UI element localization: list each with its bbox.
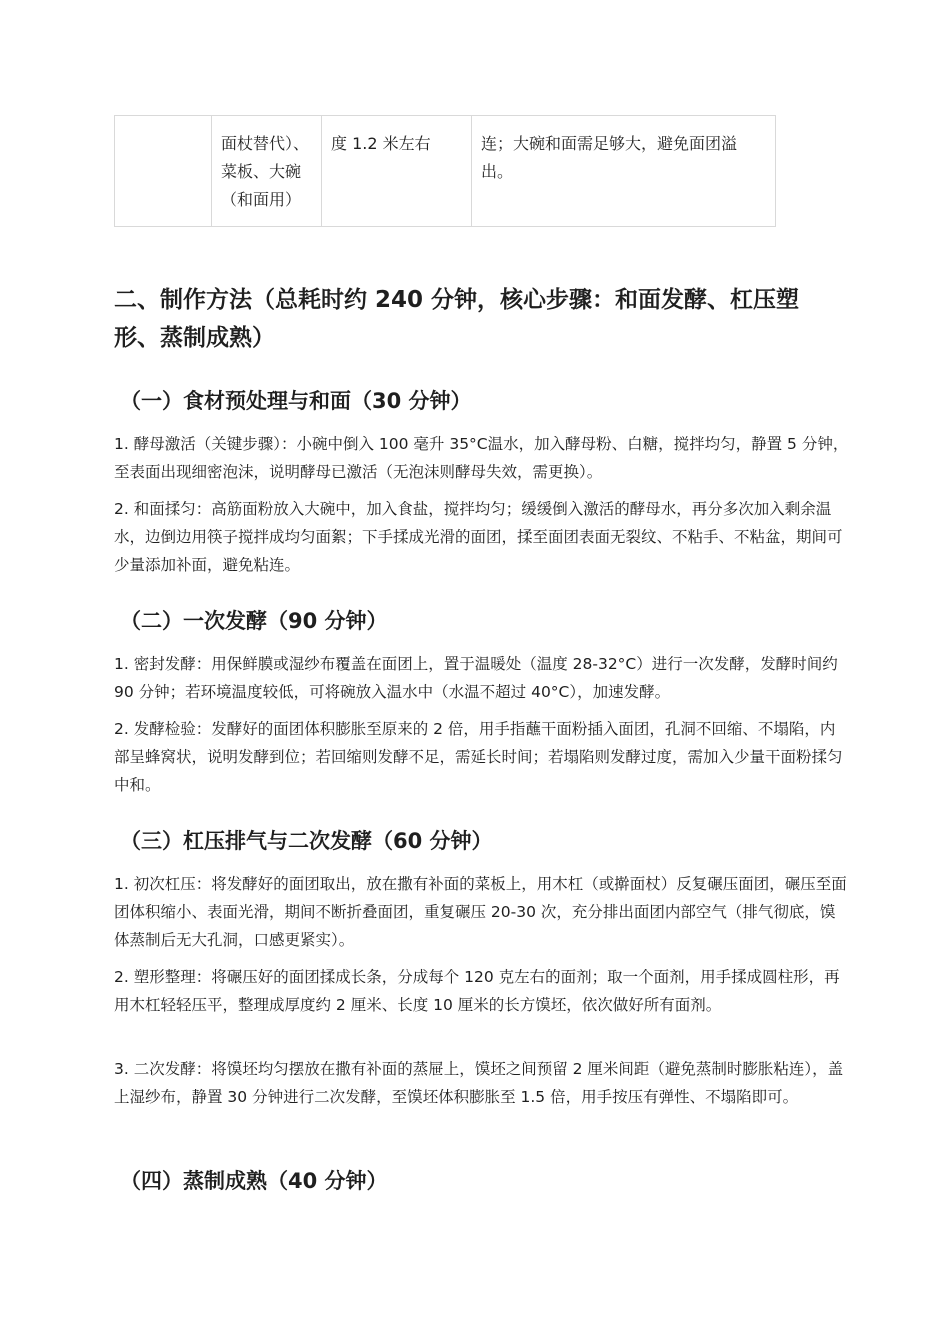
section-heading: 二、制作方法（总耗时约 240 分钟，核心步骤：和面发酵、杠压塑形、蒸制成熟） — [114, 287, 800, 351]
step-paragraph: 1. 初次杠压：将发酵好的面团取出，放在撒有补面的菜板上，用木杠（或擀面杖）反复碾压面团，碾压至面团体积缩小、表面光滑，期间不断折叠面团，重复碾压 20-30 次，充分排出面团内部空气（排气彻底，馍体蒸制后无大孔洞，口感更紧实）。 — [114, 875, 847, 949]
table-cell: 连；大碗和面需足够大，避免面团溢出。 — [472, 116, 776, 227]
subsection-heading: （四）蒸制成熟（40 分钟） — [120, 1169, 388, 1193]
table-cell: 度 1.2 米左右 — [322, 116, 472, 227]
step-paragraph: 2. 发酵检验：发酵好的面团体积膨胀至原来的 2 倍，用手指蘸干面粉插入面团，孔洞不回缩、不塌陷，内部呈蜂窝状，说明发酵到位；若回缩则发酵不足，需延长时间；若塌陷则发酵过度，需加入少量干面粉揉匀中和。 — [114, 720, 843, 794]
step-paragraph: 1. 密封发酵：用保鲜膜或湿纱布覆盖在面团上，置于温暖处（温度 28-32°C）进行一次发酵，发酵时间约 90 分钟；若环境温度较低，可将碗放入温水中（水温不超过 40°C），加速发酵。 — [114, 655, 838, 701]
step-paragraph: 2. 塑形整理：将碾压好的面团揉成长条，分成每个 120 克左右的面剂；取一个面剂，用手揉成圆柱形，再用木杠轻轻压平，整理成厚度约 2 厘米、长度 10 厘米的长方馍坯，依次做好所有面剂。 — [114, 968, 840, 1014]
subsection-heading: （三）杠压排气与二次发酵（60 分钟） — [120, 829, 493, 853]
tools-table — [114, 115, 776, 227]
table-row — [115, 116, 776, 227]
step-paragraph: 1. 酵母激活（关键步骤）：小碗中倒入 100 毫升 35°C温水，加入酵母粉、白糖，搅拌均匀，静置 5 分钟，至表面出现细密泡沫，说明酵母已激活（无泡沫则酵母失效，需更换）。 — [114, 435, 849, 481]
table-cell: 面杖替代）、菜板、大碗（和面用） — [212, 116, 322, 227]
subsection-heading: （二）一次发酵（90 分钟） — [120, 609, 388, 633]
step-paragraph: 3. 二次发酵：将馍坯均匀摆放在撒有补面的蒸屉上，馍坯之间预留 2 厘米间距（避免蒸制时膨胀粘连），盖上湿纱布，静置 30 分钟进行二次发酵，至馍坯体积膨胀至 1.5 倍，用手按压有弹性、不塌陷即可。 — [114, 1060, 844, 1106]
step-paragraph: 2. 和面揉匀：高筋面粉放入大碗中，加入食盐，搅拌均匀；缓缓倒入激活的酵母水，再分多次加入剩余温水，边倒边用筷子搅拌成均匀面絮；下手揉成光滑的面团，揉至面团表面无裂纹、不粘手、不粘盆，期间可少量添加补面，避免粘连。 — [114, 500, 843, 574]
table-cell — [115, 116, 212, 227]
subsection-heading: （一）食材预处理与和面（30 分钟） — [120, 389, 472, 413]
